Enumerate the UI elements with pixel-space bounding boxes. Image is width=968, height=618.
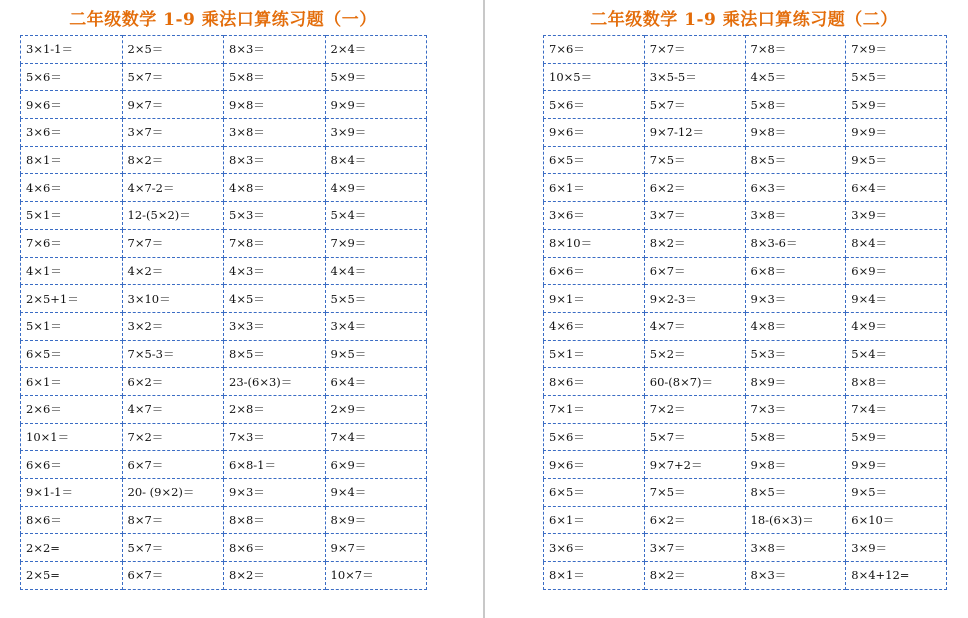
problem-cell: 9×8＝ bbox=[745, 451, 846, 479]
problem-cell: 9×9＝ bbox=[325, 91, 427, 119]
problem-cell: 7×9＝ bbox=[846, 36, 947, 64]
problem-cell: 8×5＝ bbox=[224, 340, 326, 368]
problem-table bbox=[543, 35, 947, 590]
table-row bbox=[544, 63, 947, 91]
problem-cell: 8×6＝ bbox=[544, 368, 645, 396]
problem-cell: 60-(8×7)＝ bbox=[644, 368, 745, 396]
problem-cell: 8×4＝ bbox=[846, 229, 947, 257]
table-row bbox=[544, 91, 947, 119]
problem-cell: 3×10＝ bbox=[122, 285, 224, 313]
problem-cell: 9×7＝ bbox=[122, 91, 224, 119]
problem-cell: 5×1＝ bbox=[544, 340, 645, 368]
problem-cell: 10×5＝ bbox=[544, 63, 645, 91]
table-row bbox=[544, 395, 947, 423]
problem-cell: 3×8＝ bbox=[745, 534, 846, 562]
problem-cell: 8×2＝ bbox=[644, 229, 745, 257]
problem-cell: 5×7＝ bbox=[122, 63, 224, 91]
problem-cell: 7×8＝ bbox=[745, 36, 846, 64]
problem-cell: 5×5＝ bbox=[846, 63, 947, 91]
table-row bbox=[544, 146, 947, 174]
problem-cell: 9×9＝ bbox=[846, 451, 947, 479]
problem-cell: 6×5＝ bbox=[544, 146, 645, 174]
problem-cell: 7×7＝ bbox=[644, 36, 745, 64]
problem-cell: 7×1＝ bbox=[544, 395, 645, 423]
problem-cell: 9×4＝ bbox=[846, 285, 947, 313]
problem-cell: 8×9＝ bbox=[325, 506, 427, 534]
problem-cell: 9×3＝ bbox=[224, 479, 326, 507]
problem-cell: 5×7＝ bbox=[644, 91, 745, 119]
table-row bbox=[544, 257, 947, 285]
problem-cell: 10×1＝ bbox=[21, 423, 123, 451]
page-divider bbox=[483, 0, 485, 618]
problem-cell: 5×1＝ bbox=[21, 312, 123, 340]
problem-cell: 5×2＝ bbox=[644, 340, 745, 368]
table-row bbox=[21, 312, 427, 340]
table-row bbox=[21, 340, 427, 368]
table-row bbox=[544, 506, 947, 534]
problem-cell: 5×7＝ bbox=[644, 423, 745, 451]
problem-cell: 6×2＝ bbox=[644, 506, 745, 534]
problem-cell: 6×4＝ bbox=[846, 174, 947, 202]
table-row bbox=[21, 368, 427, 396]
problem-cell: 3×4＝ bbox=[325, 312, 427, 340]
problem-cell: 3×9＝ bbox=[846, 534, 947, 562]
problem-cell: 3×3＝ bbox=[224, 312, 326, 340]
problem-cell: 6×1＝ bbox=[544, 174, 645, 202]
problem-cell: 6×7＝ bbox=[122, 562, 224, 590]
table-row bbox=[21, 257, 427, 285]
problem-cell: 8×4+12= bbox=[846, 562, 947, 590]
problem-cell: 6×1＝ bbox=[544, 506, 645, 534]
problem-cell: 2×2= bbox=[21, 534, 123, 562]
problem-cell: 7×4＝ bbox=[846, 395, 947, 423]
problem-cell: 9×4＝ bbox=[325, 479, 427, 507]
problem-cell: 6×9＝ bbox=[325, 451, 427, 479]
problem-cell: 4×1＝ bbox=[21, 257, 123, 285]
table-row bbox=[21, 91, 427, 119]
problem-cell: 7×2＝ bbox=[122, 423, 224, 451]
problem-cell: 2×5+1＝ bbox=[21, 285, 123, 313]
problem-cell: 9×2-3＝ bbox=[644, 285, 745, 313]
table-row bbox=[544, 562, 947, 590]
problem-cell: 9×6＝ bbox=[21, 91, 123, 119]
problem-cell: 6×6＝ bbox=[21, 451, 123, 479]
problem-cell: 8×3-6＝ bbox=[745, 229, 846, 257]
problem-cell: 8×3＝ bbox=[224, 36, 326, 64]
table-row bbox=[544, 174, 947, 202]
problem-cell: 8×5＝ bbox=[745, 479, 846, 507]
problem-cell: 8×3＝ bbox=[745, 562, 846, 590]
problem-cell: 10×7＝ bbox=[325, 562, 427, 590]
table-row bbox=[544, 229, 947, 257]
table-row bbox=[544, 285, 947, 313]
problem-cell: 9×5＝ bbox=[846, 146, 947, 174]
table-row bbox=[21, 451, 427, 479]
problem-cell: 3×6＝ bbox=[21, 119, 123, 147]
problem-cell: 7×2＝ bbox=[644, 395, 745, 423]
problem-cell: 6×9＝ bbox=[846, 257, 947, 285]
table-row bbox=[544, 202, 947, 230]
table-row bbox=[544, 312, 947, 340]
problem-cell: 3×8＝ bbox=[224, 119, 326, 147]
problem-cell: 7×5＝ bbox=[644, 146, 745, 174]
problem-cell: 3×7＝ bbox=[122, 119, 224, 147]
problem-cell: 8×5＝ bbox=[745, 146, 846, 174]
table-row bbox=[21, 36, 427, 64]
problem-cell: 9×8＝ bbox=[224, 91, 326, 119]
problem-cell: 6×10＝ bbox=[846, 506, 947, 534]
problem-cell: 8×8＝ bbox=[846, 368, 947, 396]
problem-cell: 3×9＝ bbox=[846, 202, 947, 230]
problem-cell: 8×7＝ bbox=[122, 506, 224, 534]
problem-cell: 8×10＝ bbox=[544, 229, 645, 257]
problem-cell: 6×4＝ bbox=[325, 368, 427, 396]
problem-cell: 9×5＝ bbox=[325, 340, 427, 368]
problem-cell: 7×8＝ bbox=[224, 229, 326, 257]
problem-cell: 20- (9×2)＝ bbox=[122, 479, 224, 507]
problem-cell: 6×5＝ bbox=[544, 479, 645, 507]
problem-cell: 5×9＝ bbox=[846, 423, 947, 451]
problem-cell: 8×1＝ bbox=[544, 562, 645, 590]
table-row bbox=[544, 479, 947, 507]
table-row bbox=[544, 423, 947, 451]
problem-cell: 5×4＝ bbox=[325, 202, 427, 230]
problem-cell: 5×7＝ bbox=[122, 534, 224, 562]
problem-cell: 7×6＝ bbox=[544, 36, 645, 64]
problem-cell: 7×6＝ bbox=[21, 229, 123, 257]
problem-cell: 4×3＝ bbox=[224, 257, 326, 285]
problem-cell: 3×7＝ bbox=[644, 534, 745, 562]
problem-table bbox=[20, 35, 427, 590]
problem-cell: 5×6＝ bbox=[544, 423, 645, 451]
table-row bbox=[544, 119, 947, 147]
problem-cell: 6×2＝ bbox=[644, 174, 745, 202]
problem-cell: 4×8＝ bbox=[224, 174, 326, 202]
problem-cell: 2×6＝ bbox=[21, 395, 123, 423]
problem-cell: 9×7＝ bbox=[325, 534, 427, 562]
problem-cell: 9×5＝ bbox=[846, 479, 947, 507]
problem-cell: 6×3＝ bbox=[745, 174, 846, 202]
problem-cell: 3×8＝ bbox=[745, 202, 846, 230]
table-row bbox=[21, 534, 427, 562]
problem-cell: 5×3＝ bbox=[745, 340, 846, 368]
problem-cell: 9×1-1＝ bbox=[21, 479, 123, 507]
problem-cell: 12-(5×2)＝ bbox=[122, 202, 224, 230]
problem-cell: 4×7＝ bbox=[644, 312, 745, 340]
table-row bbox=[21, 479, 427, 507]
problem-cell: 4×8＝ bbox=[745, 312, 846, 340]
table-row bbox=[21, 229, 427, 257]
problem-cell: 3×2＝ bbox=[122, 312, 224, 340]
problem-cell: 4×5＝ bbox=[745, 63, 846, 91]
problem-cell: 6×7＝ bbox=[644, 257, 745, 285]
table-row bbox=[21, 202, 427, 230]
problem-cell: 8×1＝ bbox=[21, 146, 123, 174]
problem-cell: 7×9＝ bbox=[325, 229, 427, 257]
problem-cell: 7×4＝ bbox=[325, 423, 427, 451]
problem-cell: 5×8＝ bbox=[224, 63, 326, 91]
problem-cell: 8×3＝ bbox=[224, 146, 326, 174]
problem-cell: 9×9＝ bbox=[846, 119, 947, 147]
problem-cell: 3×9＝ bbox=[325, 119, 427, 147]
table-row bbox=[544, 368, 947, 396]
problem-cell: 5×8＝ bbox=[745, 91, 846, 119]
problem-cell: 5×9＝ bbox=[846, 91, 947, 119]
table-row bbox=[21, 506, 427, 534]
problem-cell: 6×1＝ bbox=[21, 368, 123, 396]
problem-cell: 3×7＝ bbox=[644, 202, 745, 230]
table-row bbox=[544, 534, 947, 562]
problem-cell: 4×9＝ bbox=[846, 312, 947, 340]
problem-cell: 6×2＝ bbox=[122, 368, 224, 396]
table-row bbox=[21, 119, 427, 147]
problem-cell: 23-(6×3)＝ bbox=[224, 368, 326, 396]
problem-cell: 5×3＝ bbox=[224, 202, 326, 230]
problem-cell: 2×5＝ bbox=[122, 36, 224, 64]
table-row bbox=[544, 36, 947, 64]
problem-cell: 3×5-5＝ bbox=[644, 63, 745, 91]
problem-cell: 3×6＝ bbox=[544, 534, 645, 562]
problem-cell: 6×8-1＝ bbox=[224, 451, 326, 479]
problem-cell: 5×6＝ bbox=[544, 91, 645, 119]
problem-cell: 7×5-3＝ bbox=[122, 340, 224, 368]
problem-cell: 5×6＝ bbox=[21, 63, 123, 91]
problem-cell: 9×8＝ bbox=[745, 119, 846, 147]
problem-cell: 9×1＝ bbox=[544, 285, 645, 313]
problem-cell: 7×3＝ bbox=[224, 423, 326, 451]
problem-cell: 6×8＝ bbox=[745, 257, 846, 285]
problem-cell: 8×8＝ bbox=[224, 506, 326, 534]
problem-cell: 3×1-1＝ bbox=[21, 36, 123, 64]
table-row bbox=[21, 146, 427, 174]
problem-cell: 6×5＝ bbox=[21, 340, 123, 368]
problem-cell: 2×5= bbox=[21, 562, 123, 590]
table-row bbox=[21, 423, 427, 451]
problem-cell: 8×2＝ bbox=[122, 146, 224, 174]
problem-cell: 6×7＝ bbox=[122, 451, 224, 479]
table-row bbox=[21, 562, 427, 590]
problem-cell: 5×5＝ bbox=[325, 285, 427, 313]
table-row bbox=[21, 63, 427, 91]
problem-cell: 8×9＝ bbox=[745, 368, 846, 396]
problem-cell: 4×5＝ bbox=[224, 285, 326, 313]
problem-cell: 5×8＝ bbox=[745, 423, 846, 451]
table-row bbox=[21, 395, 427, 423]
problem-cell: 7×3＝ bbox=[745, 395, 846, 423]
table-row bbox=[544, 451, 947, 479]
problem-cell: 9×7+2＝ bbox=[644, 451, 745, 479]
problem-cell: 4×4＝ bbox=[325, 257, 427, 285]
worksheet-title: 二年级数学 1-9 乘法口算练习题（一） bbox=[69, 10, 377, 30]
problem-cell: 3×6＝ bbox=[544, 202, 645, 230]
problem-cell: 9×3＝ bbox=[745, 285, 846, 313]
problem-cell: 8×6＝ bbox=[224, 534, 326, 562]
worksheet-page-2 bbox=[486, 0, 968, 618]
problem-cell: 4×9＝ bbox=[325, 174, 427, 202]
problem-cell: 8×6＝ bbox=[21, 506, 123, 534]
problem-cell: 7×7＝ bbox=[122, 229, 224, 257]
problem-cell: 8×4＝ bbox=[325, 146, 427, 174]
problem-cell: 18-(6×3)＝ bbox=[745, 506, 846, 534]
problem-cell: 6×6＝ bbox=[544, 257, 645, 285]
problem-cell: 4×7＝ bbox=[122, 395, 224, 423]
problem-cell: 4×7-2＝ bbox=[122, 174, 224, 202]
problem-cell: 4×2＝ bbox=[122, 257, 224, 285]
problem-cell: 9×6＝ bbox=[544, 119, 645, 147]
problem-cell: 9×6＝ bbox=[544, 451, 645, 479]
problem-cell: 5×1＝ bbox=[21, 202, 123, 230]
problem-cell: 5×9＝ bbox=[325, 63, 427, 91]
problem-cell: 8×2＝ bbox=[644, 562, 745, 590]
problem-cell: 4×6＝ bbox=[544, 312, 645, 340]
problem-cell: 2×4＝ bbox=[325, 36, 427, 64]
table-row bbox=[21, 174, 427, 202]
table-row bbox=[544, 340, 947, 368]
worksheet-title: 二年级数学 1-9 乘法口算练习题（二） bbox=[590, 10, 898, 30]
table-row bbox=[21, 285, 427, 313]
problem-cell: 9×7-12＝ bbox=[644, 119, 745, 147]
problem-cell: 2×9＝ bbox=[325, 395, 427, 423]
problem-cell: 7×5＝ bbox=[644, 479, 745, 507]
problem-cell: 2×8＝ bbox=[224, 395, 326, 423]
problem-cell: 8×2＝ bbox=[224, 562, 326, 590]
problem-cell: 5×4＝ bbox=[846, 340, 947, 368]
problem-cell: 4×6＝ bbox=[21, 174, 123, 202]
